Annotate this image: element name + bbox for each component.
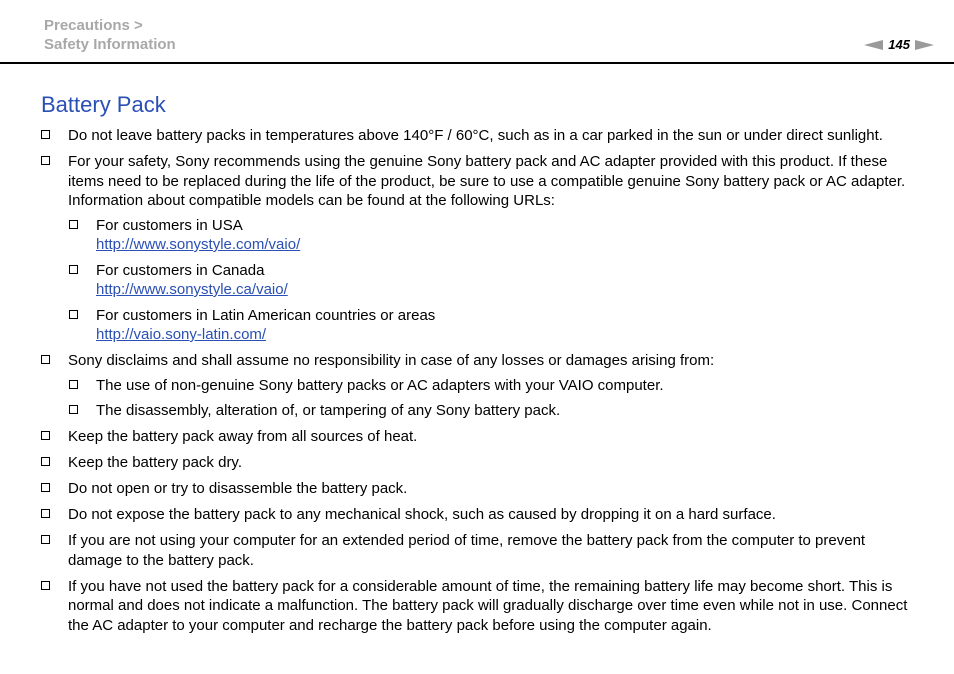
list-item-text: Do not expose the battery pack to any mechanical shock, such as caused by dropping it on a hard surface.: [68, 506, 776, 523]
sub-list-item: [68, 401, 920, 421]
list-item-text: Do not open or try to disassemble the battery pack.: [68, 480, 408, 497]
arrow-left-icon[interactable]: [864, 40, 883, 50]
sub-list-item: [68, 216, 920, 255]
url-link[interactable]: http://www.sonystyle.com/vaio/: [96, 236, 301, 253]
url-link[interactable]: http://www.sonystyle.ca/vaio/: [96, 281, 288, 298]
checkbox-square-icon: [41, 130, 50, 139]
list-item: [40, 351, 920, 421]
list-item-text: If you are not using your computer for an extended period of time, remove the battery pack from the computer to prevent damage to the battery pack.: [68, 532, 866, 569]
checkbox-square-icon: [41, 355, 50, 364]
sub-list-item: [68, 376, 920, 396]
breadcrumb-safety-information[interactable]: Safety Information: [44, 36, 176, 53]
list-item: [40, 505, 920, 525]
arrow-right-icon[interactable]: [915, 40, 934, 50]
list-item-text: Do not leave battery packs in temperatures above 140°F / 60°C, such as in a car parked in the sun or under direct sunlight.: [68, 127, 883, 144]
list-item: [40, 152, 920, 345]
list-item-text: For your safety, Sony recommends using the genuine Sony battery pack and AC adapter provided with this product. If these items need to be replaced during the life of the product, be sure to use a compatible genuine Sony battery pack or AC adapter. Information about compatible models can be found at the following URLs:: [68, 153, 906, 209]
checkbox-square-icon: [41, 457, 50, 466]
breadcrumb-precautions[interactable]: Precautions >: [44, 17, 143, 34]
list-item: [40, 479, 920, 499]
sub-list-item-text: The disassembly, alteration of, or tampering of any Sony battery pack.: [96, 402, 561, 419]
checkbox-square-icon: [69, 380, 78, 389]
checkbox-square-icon: [69, 405, 78, 414]
checkbox-square-icon: [41, 156, 50, 165]
list-item: [40, 427, 920, 447]
page-number: 145: [888, 37, 910, 52]
checkbox-square-icon: [41, 535, 50, 544]
page-navigation: [864, 37, 934, 52]
sub-list: [68, 216, 920, 345]
list-item-text: Keep the battery pack away from all sources of heat.: [68, 428, 418, 445]
sub-list-item-text: For customers in Canada: [96, 261, 265, 279]
list-item: [40, 453, 920, 473]
sub-list: [68, 376, 920, 421]
list-item-text: Keep the battery pack dry.: [68, 454, 242, 471]
header-divider: [0, 62, 954, 64]
checkbox-square-icon: [69, 265, 78, 274]
sub-list-item: [68, 306, 920, 345]
list-item: [40, 577, 920, 636]
checkbox-square-icon: [41, 509, 50, 518]
checkbox-square-icon: [69, 310, 78, 319]
checkbox-square-icon: [41, 581, 50, 590]
checkbox-square-icon: [41, 431, 50, 440]
precautions-list: [40, 126, 920, 642]
url-link[interactable]: http://vaio.sony-latin.com/: [96, 326, 267, 343]
page-title: Battery Pack: [41, 92, 166, 117]
breadcrumb: [44, 16, 176, 54]
sub-list-item: [68, 261, 920, 300]
list-item-text: If you have not used the battery pack for a considerable amount of time, the remaining battery life may become short. This is normal and does not indicate a malfunction. The battery pack will gradually discharge over time even while not in use. Connect the AC adapter to your computer and recharge the battery pack before using the computer again.: [68, 577, 908, 634]
checkbox-square-icon: [41, 483, 50, 492]
sub-list-item-text: For customers in Latin American countries or areas: [96, 306, 436, 324]
list-item: [40, 531, 920, 570]
list-item-text: Sony disclaims and shall assume no responsibility in case of any losses or damages arising from:: [68, 352, 715, 369]
sub-list-item-text: The use of non-genuine Sony battery packs or AC adapters with your VAIO computer.: [96, 376, 664, 394]
checkbox-square-icon: [69, 220, 78, 229]
list-item: [40, 126, 920, 146]
sub-list-item-text: For customers in USA: [96, 216, 243, 234]
